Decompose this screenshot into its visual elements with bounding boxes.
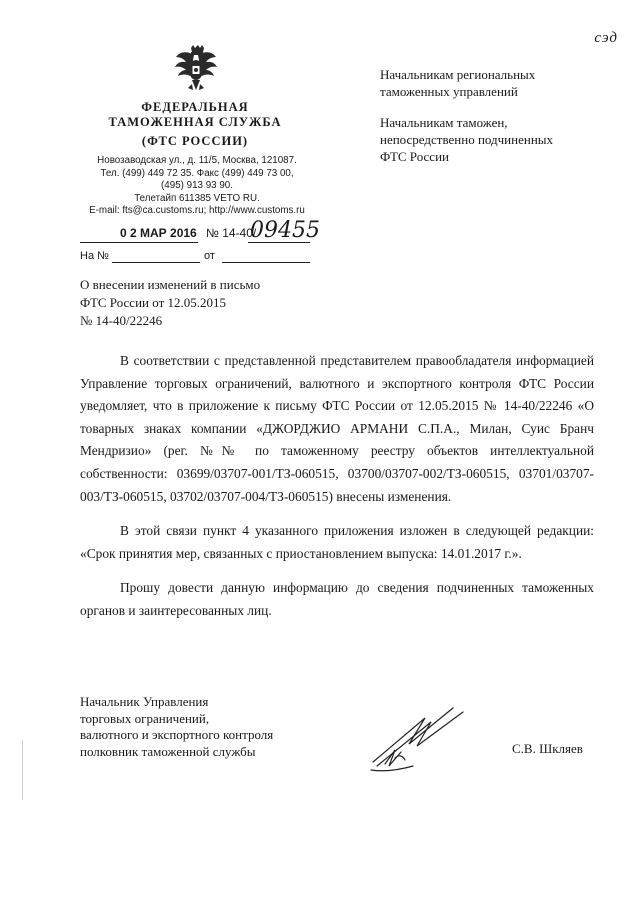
document-registration-mark: сэд [594,30,618,46]
address-line: Тел. (499) 449 72 35. Факс (499) 449 73 00, [100,167,294,179]
double-headed-eagle-emblem-icon [172,44,220,96]
address-line: Телетайп 611385 VETO RU. [134,192,260,204]
signatory-title-line: Начальник Управления [80,694,209,709]
address-line: E-mail: fts@ca.customs.ru; http://www.customs.ru [89,205,305,216]
recipient-line: непосредственно подчиненных [380,132,554,147]
document-number-prefix: № 14-40/ [206,226,257,240]
address-line: (495) 913 93 90. [161,180,233,191]
signatory-title-line: полковник таможенной службы [80,743,256,759]
recipient-line: Начальникам региональных [380,67,536,82]
handwritten-signature [365,700,470,780]
date-number-line [80,218,320,243]
org-line: ТАМОЖЕННАЯ СЛУЖБА [108,115,282,129]
reference-date-label: от [204,250,215,262]
document-date: 0 2 МАР 2016 [120,226,197,240]
recipient-line: ФТС России [380,149,449,164]
scan-margin-line [22,740,23,800]
reference-number-underline [112,262,200,263]
org-line: (ФТС РОССИИ) [141,134,249,148]
letter-subject [80,276,320,330]
address-line: Новозаводская ул., д. 11/5, Москва, 121087. [97,155,297,166]
subject-line: ФТС России от 12.05.2015 [80,295,227,310]
signatory-title [80,694,320,760]
subject-line: О внесении изменений в письмо [80,277,261,292]
reference-number-label: На № [80,250,109,262]
date-underline [80,242,198,243]
organization-address [86,155,308,218]
recipient-regional [380,66,535,100]
signatory-name: С.В. Шкляев [512,741,583,756]
signatory-title-line: торговых ограничений, [80,710,210,726]
body-paragraph: В этой связи пункт 4 указанного приложения изложен в следующей редакции: «Срок принятия мер, связанных с приостановлением выпуска: 14.01.2017 г.». [80,523,594,561]
body-paragraph: В соответствии с представленной представителем правообладателя информацией Управление торговых ограничений, валютного и экспортного контроля ФТС России уведомляет, что в приложение к письму ФТС России от 12.05.2015 № 14-40/22246 «О товарных знаках компании «ДЖОРДЖИО АРМАНИ С.П.А., Милан, Суис Бранч Мендризио» (рег. №№ по таможенному реестру объектов интеллектуальной собственности: 03699/03707-001/ТЗ-060515, 03700/03707-002/ТЗ-060515, 03701/03707-003/ТЗ-060515, 03702/03707-004/ТЗ-060515) внесены изменения. [80,353,594,504]
reference-line [80,250,310,264]
subject-line: № 14-40/22246 [80,313,163,328]
organization-name [95,100,295,149]
document-number-handwritten: 09455 [250,218,320,243]
body-paragraph: Прошу довести данную информацию до сведения подчиненных таможенных органов и заинтересованных лиц. [80,580,594,618]
recipient-line: таможенных управлений [380,84,518,99]
recipient-line: Начальникам таможен, [380,115,508,130]
reference-date-underline [222,262,310,263]
letter-body [80,350,594,623]
org-line: ФЕДЕРАЛЬНАЯ [141,100,249,114]
signatory-title-line: валютного и экспортного контроля [80,727,274,742]
number-underline [248,242,310,243]
recipient-customs [380,114,553,165]
